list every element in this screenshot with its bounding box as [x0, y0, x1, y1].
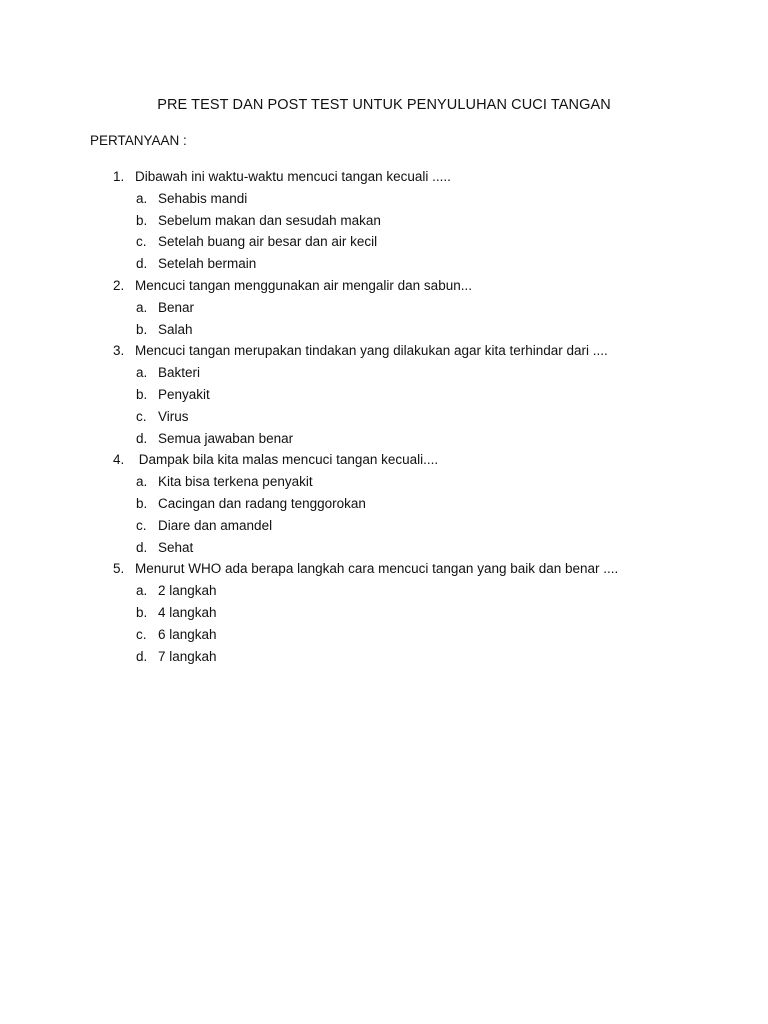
question-number: 5. — [113, 561, 125, 577]
option-text: Sehat — [158, 539, 194, 555]
answer-option — [0, 602, 768, 624]
option-letter: a. — [136, 474, 148, 490]
option-text: Semua jawaban benar — [158, 430, 294, 446]
answer-option — [0, 362, 768, 384]
answer-option — [0, 188, 768, 210]
question-item — [0, 275, 768, 297]
option-letter: b. — [136, 321, 148, 337]
option-letter: c. — [136, 408, 147, 424]
option-text: Benar — [158, 299, 195, 315]
question-number: 2. — [113, 277, 125, 293]
option-letter: b. — [136, 495, 148, 511]
question-number: 3. — [113, 343, 125, 359]
answer-option — [0, 537, 768, 559]
option-letter: d. — [136, 430, 148, 446]
question-item — [0, 166, 768, 188]
option-letter: c. — [136, 234, 147, 250]
option-letter: a. — [136, 365, 148, 381]
answer-option — [0, 624, 768, 646]
option-text: Kita bisa terkena penyakit — [158, 474, 313, 490]
answer-option — [0, 428, 768, 450]
option-text: Setelah buang air besar dan air kecil — [158, 234, 378, 250]
option-text: 7 langkah — [158, 648, 217, 664]
option-text: Bakteri — [158, 365, 201, 381]
answer-option — [0, 515, 768, 537]
option-letter: a. — [136, 583, 148, 599]
option-letter: b. — [136, 212, 148, 228]
answer-option — [0, 297, 768, 319]
option-letter: a. — [136, 190, 148, 206]
question-number: 4. — [113, 452, 125, 468]
option-text: Salah — [158, 321, 193, 337]
answer-option — [0, 253, 768, 275]
question-item — [0, 449, 768, 471]
section-heading: PERTANYAAN : — [90, 133, 187, 148]
answer-option — [0, 493, 768, 515]
option-text: Diare dan amandel — [158, 517, 273, 533]
question-text: Dibawah ini waktu-waktu mencuci tangan kecuali ..... — [135, 169, 451, 184]
option-letter: c. — [136, 517, 147, 533]
option-text: Penyakit — [158, 386, 210, 402]
answer-option — [0, 406, 768, 428]
option-text: 6 langkah — [158, 626, 217, 642]
option-letter: a. — [136, 299, 148, 315]
option-text: Sebelum makan dan sesudah makan — [158, 212, 381, 228]
option-letter: d. — [136, 539, 148, 555]
question-text: Dampak bila kita malas mencuci tangan kecuali.... — [135, 452, 439, 468]
answer-option — [0, 384, 768, 406]
option-text: Setelah bermain — [158, 256, 257, 272]
answer-option — [0, 646, 768, 668]
question-text: Mencuci tangan menggunakan air mengalir dan sabun... — [135, 277, 472, 293]
answer-option — [0, 580, 768, 602]
option-text: 4 langkah — [158, 604, 217, 620]
option-text: 2 langkah — [158, 583, 217, 599]
question-text: Menurut WHO ada berapa langkah cara mencuci tangan yang baik dan benar .... — [135, 561, 619, 577]
answer-option — [0, 231, 768, 253]
answer-option — [0, 210, 768, 232]
option-letter: b. — [136, 604, 148, 620]
question-item — [0, 340, 768, 362]
question-text: Mencuci tangan merupakan tindakan yang dilakukan agar kita terhindar dari .... — [135, 343, 608, 359]
option-letter: d. — [136, 256, 148, 272]
question-list — [0, 166, 768, 667]
option-letter: c. — [136, 626, 147, 642]
option-text: Cacingan dan radang tenggorokan — [158, 495, 366, 511]
option-text: Virus — [158, 408, 189, 424]
option-letter: d. — [136, 648, 148, 664]
option-text: Sehabis mandi — [158, 190, 248, 206]
answer-option — [0, 471, 768, 493]
question-number: 1. — [113, 169, 125, 184]
answer-option — [0, 319, 768, 341]
option-letter: b. — [136, 386, 148, 402]
document-title: PRE TEST DAN POST TEST UNTUK PENYULUHAN CUCI TANGAN — [157, 97, 611, 113]
question-item — [0, 558, 768, 580]
